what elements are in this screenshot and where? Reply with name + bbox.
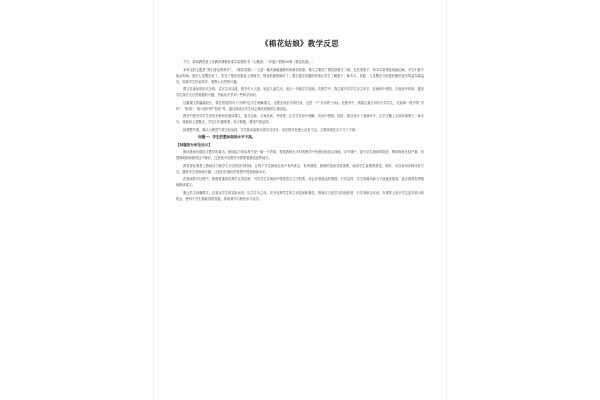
paragraph: 纵观整节课，我认为课堂气氛比较活跃，学生基本能够完成学习任务，但在细节处理上还有不足，主要体现在以下几个方面： — [183, 127, 359, 132]
paragraph: 在阅读教学过程中，教师要重视培养学生的语感，引导学生在朗读中感受语言文字的美，体会作者表达的情感。只有这样，学生的朗读能力才能逐步提高，真正做到有感情地朗读课文。 — [176, 177, 424, 187]
paragraph: 要让学生读懂课文，必须从学生的实际出发，以学生为主体，充分发挥学生的主动性和积极性。教师应当是学习的组织者、引导者和合作者，在课堂上给予学生更多展示的机会，使每个学生都能得到发展，体验到学习的快乐与成功。 — [176, 190, 424, 201]
paragraph: 这篇课文的篇幅较长，要在短短的四十分钟内让学生理解课文，还要完成识字的任务，这是一个“妥协的”目标。在教学中，我抓住重点词句引导学生，比如第一段中的“可怜”、“盼望”，第六段中的“惊奇”等，通过朗读让学生体会棉花姑娘的心情变化。 — [176, 100, 424, 111]
paragraph: 教学中我引导学生采用多种形式朗读课文，如自由读、分角色读、齐读等，让学生在读中理解，在读中感悟。同时，我还设计了表演环节，让学生戴上头饰扮演燕子、啄木鸟、青蛙和七星瓢虫，学生们兴趣浓厚，参与积极，课堂气氛活跃。 — [176, 114, 424, 124]
page-title: 《棉花姑娘》教学反思 — [261, 39, 339, 48]
document-page — [154, 0, 446, 400]
document-body — [154, 59, 446, 202]
paragraph: 课文以童话的形式呈现，语言生动活泼，情节引人入胜，贴近儿童生活，适合一年级学生阅读。在教学中，我注重引导学生自主识字，在朗读中感悟，在表演中体验，激发学生探究大自然奥秘的兴趣，并能从中学到一些科学知识。 — [176, 87, 424, 97]
paragraph: 朗读是低年级语文教学的重点。朗读能力的培养不是一朝一夕的事，需要教师在平时的教学中有意识地加以训练。本节课中，部分学生朗读时拖音、唱读现象比较严重，有感情地朗读做得还不够好，这是我今后教学中需要着重改进的地方。 — [176, 150, 424, 160]
section-heading: 【问题的分析及启示】 — [176, 142, 212, 147]
paragraph: 今天，我执教的是义务教育课程标准实验教科书（人教版）一年级下册第30课《棉花姑娘》。 — [183, 60, 315, 64]
paragraph: 我觉得在课堂上教师应当给学生充足的读书时间，让每个学生都能在读中有所体会、有所感悟。教师的范读非常重要，能给学生直观的感受。同时，可以采用多种评价方式，激发学生的朗读兴趣，让他们在愉快的氛围中提高朗读水平。 — [176, 163, 424, 174]
section-question: 问题一：学生的整体朗读水平不高。 — [198, 135, 256, 139]
paragraph: 本单元的主题是“我们身边的科学”。《棉花姑娘》一文是一篇充满童趣兼有的童话故事，课文主要讲了棉花姑娘生了病，先后请燕子、啄木鸟和青蛙给她治病，可它们都不能治好病，最后七星瓢虫来了，吃光了棉花姑娘身上的蚜虫，棉花姑娘的病好了。课文通过有趣的故事让学生了解燕子、啄木鸟、青蛙、七星瓢虫分别是吃哪些害虫的益鸟和益虫，培养学生热爱科学、观察大自然的兴趣。 — [176, 67, 424, 84]
